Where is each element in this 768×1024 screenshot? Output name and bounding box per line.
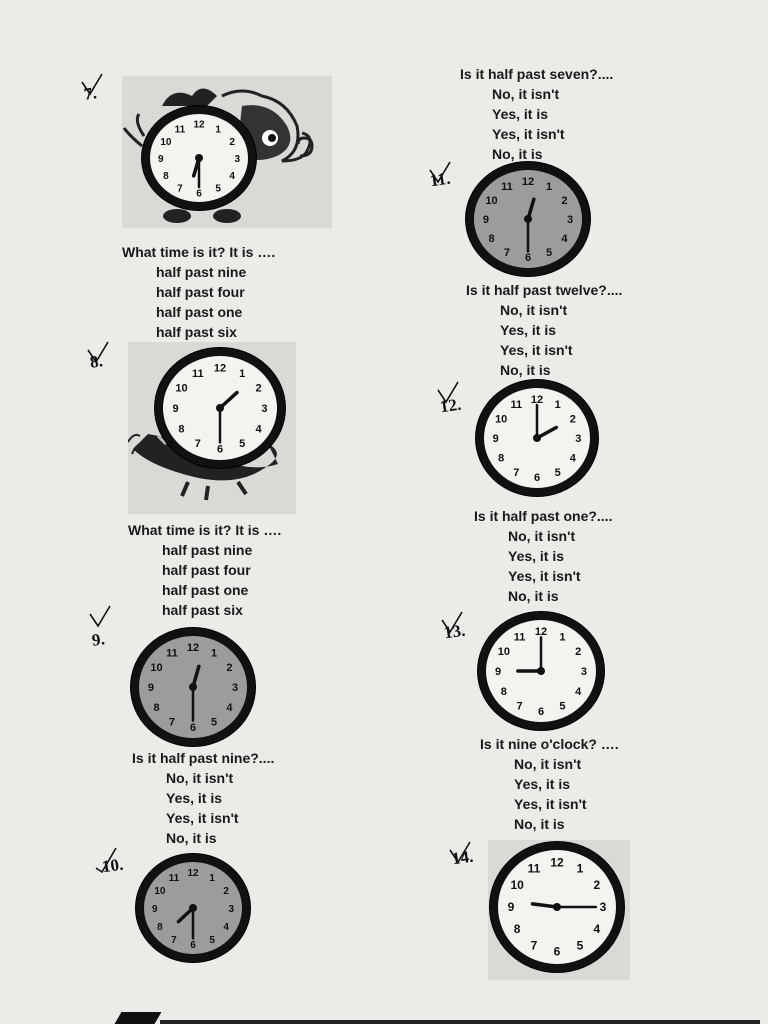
clock-numeral: 5 (210, 716, 218, 729)
answer-option[interactable]: Yes, it is (514, 776, 571, 792)
check-mark-icon (448, 840, 472, 866)
clock-numeral: 6 (537, 705, 545, 718)
clock-numeral: 5 (215, 183, 221, 195)
clock-center (524, 215, 532, 223)
answer-option[interactable]: Yes, it is (492, 106, 549, 122)
clock-item-8 (155, 348, 285, 468)
clock-center (189, 904, 197, 912)
clock-numeral: 9 (495, 666, 502, 678)
answer-option[interactable]: No, it isn't (514, 756, 582, 772)
page-bottom-edge (160, 1020, 760, 1024)
clock-numeral: 9 (507, 900, 515, 914)
check-mark-icon (88, 604, 112, 630)
clock-face (155, 348, 285, 468)
answer-option[interactable]: half past six (162, 602, 243, 618)
clock-numeral: 11 (501, 180, 513, 193)
answer-option[interactable]: Yes, it isn't (500, 342, 573, 358)
clock-numeral: 7 (503, 247, 511, 260)
clock-numeral: 3 (580, 666, 587, 678)
answer-option[interactable]: half past nine (156, 264, 247, 280)
clock-numeral: 3 (575, 433, 582, 445)
question-block-top-right (460, 64, 613, 164)
clock-numeral: 8 (178, 423, 185, 436)
clock-numeral: 11 (168, 872, 180, 884)
clock-face (142, 106, 256, 210)
clock-numeral: 2 (226, 662, 233, 675)
clock-numeral: 10 (495, 413, 508, 426)
clock-numeral: 6 (524, 252, 532, 265)
clock-numeral: 4 (569, 452, 576, 465)
clock-numeral: 11 (166, 647, 178, 660)
clock-numeral: 12 (550, 855, 564, 870)
page-corner-shadow (115, 1012, 162, 1024)
answer-option[interactable]: No, it is (514, 816, 565, 832)
answer-option[interactable]: Yes, it isn't (508, 568, 581, 584)
clock-numeral: 7 (530, 938, 538, 953)
check-mark-icon (440, 610, 464, 636)
answer-option[interactable]: No, it is (492, 146, 543, 162)
clock-numeral: 6 (553, 944, 561, 959)
question-text: What time is it? It is …. (122, 244, 276, 260)
item-number: 9. (90, 629, 106, 650)
clock-face (466, 162, 590, 276)
clock-numeral: 6 (216, 443, 224, 456)
clock-numeral: 4 (226, 701, 233, 714)
clock-center (216, 404, 224, 412)
question-block-13 (480, 734, 619, 834)
question-text: What time is it? It is …. (128, 522, 282, 538)
answer-option[interactable]: No, it isn't (492, 86, 560, 102)
clock-numeral: 12 (193, 119, 205, 131)
clock-numeral: 7 (171, 935, 177, 947)
clock-numeral: 5 (554, 466, 561, 479)
clock-numeral: 8 (513, 922, 521, 937)
clock-numeral: 4 (255, 423, 262, 436)
clock-face (478, 612, 604, 730)
clock-item-9 (131, 628, 255, 746)
answer-option[interactable]: Yes, it is (508, 548, 565, 564)
clock-numeral: 9 (151, 904, 158, 915)
answer-option[interactable]: Yes, it isn't (166, 810, 239, 826)
clock-numeral: 2 (255, 382, 262, 395)
question-block-8 (128, 520, 281, 620)
clock-numeral: 2 (569, 413, 576, 426)
clock-numeral: 1 (545, 180, 553, 193)
item-number: 13. (442, 620, 467, 643)
clock-numeral: 3 (261, 403, 268, 415)
item-number: 7. (82, 83, 98, 104)
answer-option[interactable]: Yes, it is (500, 322, 557, 338)
clock-item-10 (136, 854, 250, 962)
answer-option[interactable]: half past six (156, 324, 237, 340)
clock-numeral: 11 (513, 631, 526, 644)
clock-numeral: 6 (190, 939, 196, 951)
clock-numeral: 1 (559, 631, 566, 644)
clock-numeral: 8 (163, 171, 169, 183)
item-number: 14. (450, 846, 475, 869)
clock-numeral: 6 (189, 721, 197, 734)
item-number: 12. (438, 394, 463, 417)
clock-numeral: 5 (545, 247, 553, 260)
clock-numeral: 1 (576, 861, 584, 876)
question-text: Is it half past seven?.... (460, 66, 614, 82)
clock-numeral: 1 (239, 367, 246, 380)
clock-center (195, 154, 203, 162)
clock-numeral: 3 (567, 214, 574, 226)
clock-numeral: 4 (593, 922, 601, 937)
check-mark-icon (94, 848, 118, 874)
clock-numeral: 1 (210, 647, 218, 660)
clock-numeral: 8 (157, 921, 163, 933)
clock-center (189, 683, 197, 691)
clock-numeral: 2 (593, 877, 601, 892)
clock-numeral: 11 (510, 399, 523, 412)
answer-option[interactable]: half past four (156, 284, 245, 300)
clock-numeral: 9 (172, 403, 179, 415)
clock-numeral: 5 (209, 935, 215, 947)
clock-numeral: 2 (561, 194, 568, 207)
clock-numeral: 9 (147, 682, 154, 694)
clock-numeral: 10 (175, 382, 188, 395)
answer-option[interactable]: No, it isn't (500, 302, 568, 318)
clock-numeral: 3 (232, 682, 239, 694)
check-mark-icon (436, 380, 460, 406)
answer-option[interactable]: half past one (162, 582, 249, 598)
clock-face (490, 842, 624, 972)
clock-numeral: 8 (153, 701, 160, 714)
clock-numeral: 5 (576, 938, 584, 953)
clock-numeral: 12 (530, 394, 544, 406)
clock-numeral: 4 (223, 921, 229, 933)
question-text: Is it nine o'clock? …. (480, 736, 619, 752)
clock-face (476, 380, 598, 496)
clock-numeral: 8 (500, 685, 507, 698)
clock-numeral: 11 (191, 367, 204, 380)
question-block-11 (466, 280, 622, 380)
question-block-7 (122, 242, 275, 342)
clock-numeral: 10 (160, 136, 172, 148)
clock-numeral: 4 (561, 233, 568, 246)
answer-option[interactable]: half past nine (162, 542, 253, 558)
clock-center (537, 667, 545, 675)
question-text: Is it half past one?.... (474, 508, 613, 524)
answer-option[interactable]: No, it isn't (166, 770, 234, 786)
clock-numeral: 2 (575, 646, 582, 659)
clock-item-13 (478, 612, 604, 730)
clock-numeral: 12 (186, 642, 200, 655)
clock-item-11 (466, 162, 590, 276)
clock-numeral: 3 (599, 900, 607, 914)
clock-numeral: 5 (239, 438, 246, 451)
answer-option[interactable]: No, it is (166, 830, 217, 846)
answer-option[interactable]: half past one (156, 304, 243, 320)
clock-numeral: 1 (215, 124, 221, 136)
clock-numeral: 7 (194, 438, 201, 451)
clock-numeral: 10 (510, 877, 524, 892)
check-mark-icon (428, 160, 452, 186)
clock-numeral: 2 (229, 136, 235, 148)
clock-center (533, 434, 541, 442)
item-number: 8. (88, 351, 104, 372)
clock-numeral: 5 (559, 700, 566, 713)
clock-numeral: 10 (154, 886, 166, 898)
clock-numeral: 10 (497, 646, 510, 659)
clock-item-7 (142, 106, 256, 210)
clock-numeral: 6 (533, 472, 541, 484)
answer-option[interactable]: No, it is (508, 588, 559, 604)
clock-numeral: 7 (516, 700, 523, 713)
clock-numeral: 11 (527, 861, 541, 876)
answer-option[interactable]: Yes, it isn't (514, 796, 587, 812)
question-block-9 (132, 748, 274, 848)
clock-numeral: 9 (157, 154, 164, 165)
clock-numeral: 7 (168, 716, 176, 729)
answer-option[interactable]: Yes, it is (166, 790, 223, 806)
clock-face (136, 854, 250, 962)
item-number: 11. (428, 168, 452, 191)
clock-numeral: 9 (492, 433, 499, 445)
clock-numeral: 12 (187, 868, 199, 880)
clock-numeral: 8 (498, 452, 505, 465)
clock-numeral: 1 (554, 399, 561, 412)
clock-numeral: 9 (482, 214, 489, 226)
question-text: Is it half past twelve?.... (466, 282, 623, 298)
clock-numeral: 2 (223, 886, 229, 898)
check-mark-icon (86, 340, 110, 366)
clock-numeral: 12 (521, 175, 535, 188)
clock-numeral: 4 (575, 685, 582, 698)
answer-option[interactable]: No, it is (500, 362, 551, 378)
clock-numeral: 4 (229, 171, 235, 183)
item-number: 10. (100, 854, 125, 877)
question-block-12 (474, 506, 612, 606)
answer-option[interactable]: Yes, it isn't (492, 126, 565, 142)
clock-item-12 (476, 380, 598, 496)
question-text: Is it half past nine?.... (132, 750, 275, 766)
clock-center (553, 903, 561, 911)
clock-numeral: 1 (209, 872, 215, 884)
clock-numeral: 12 (534, 626, 548, 639)
clock-numeral: 3 (234, 154, 241, 165)
clock-numeral: 12 (213, 362, 227, 375)
check-mark-icon (80, 72, 104, 98)
clock-numeral: 11 (174, 124, 186, 136)
clock-face (131, 628, 255, 746)
answer-option[interactable]: half past four (162, 562, 251, 578)
clock-item-14 (490, 842, 624, 972)
clock-numeral: 6 (196, 188, 202, 200)
clock-numeral: 10 (150, 662, 163, 675)
clock-numeral: 7 (177, 183, 183, 195)
clock-numeral: 10 (485, 194, 498, 207)
answer-option[interactable]: No, it isn't (508, 528, 576, 544)
clock-numeral: 7 (513, 466, 520, 479)
clock-numeral: 3 (228, 904, 235, 915)
clock-numeral: 8 (488, 233, 495, 246)
